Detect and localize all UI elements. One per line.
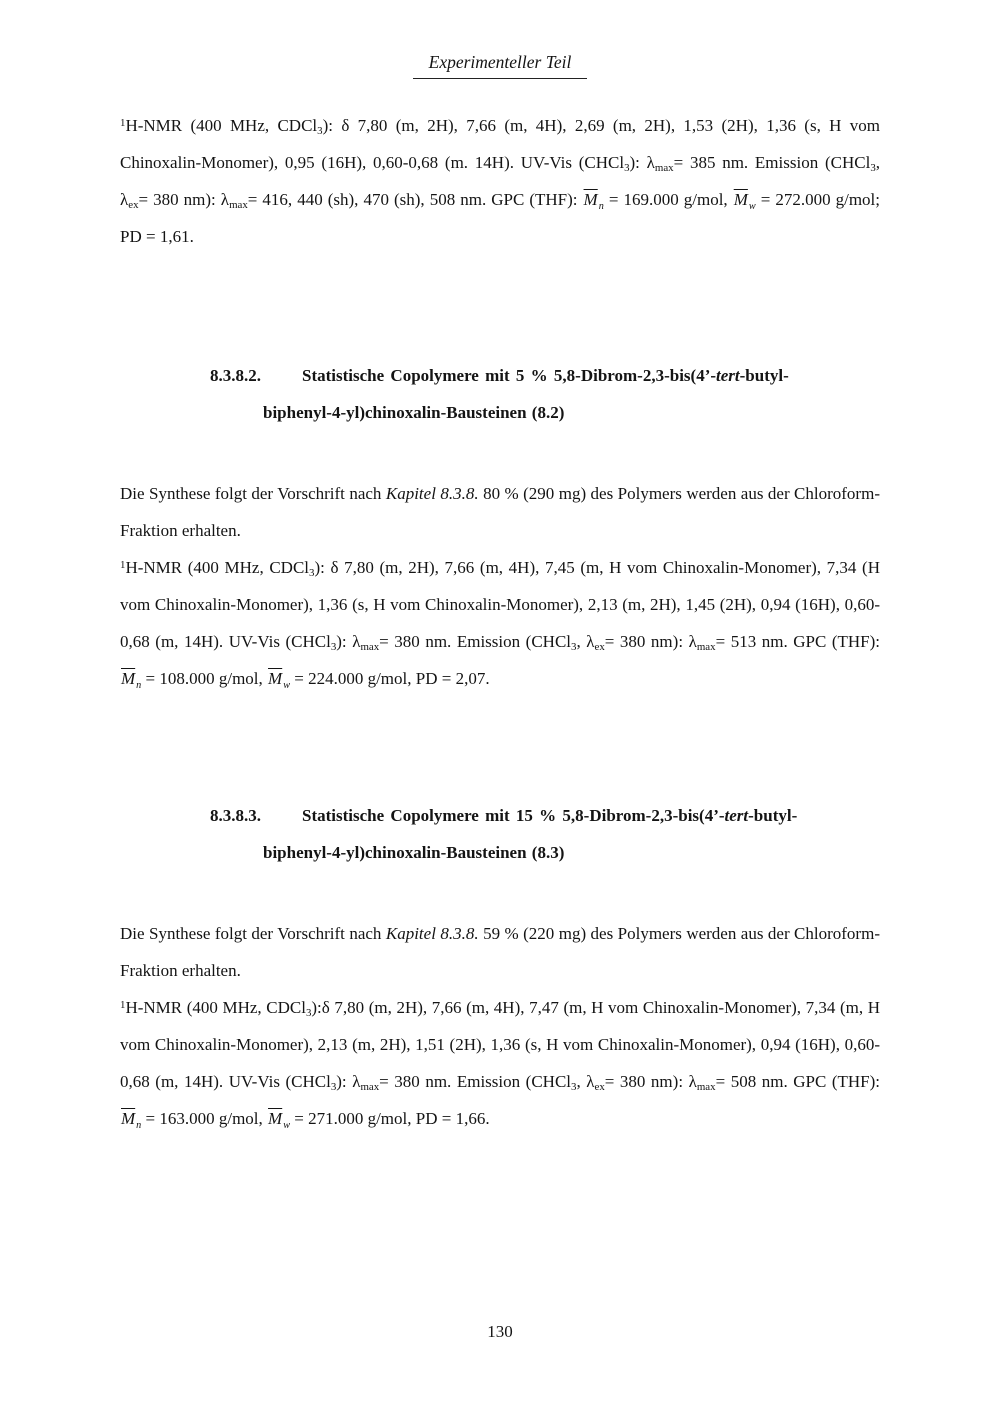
running-header [120, 52, 880, 79]
synthesis-paragraph-8-3: Die Synthese folgt der Vorschrift nach Kapitel 8.3.8. 59 % (220 mg) des Polymers werden aus der Chloroform-Fraktion erhalten. [120, 924, 880, 980]
section-number: 8.3.8.2. [210, 366, 261, 385]
section-heading-8-3-8-2 [210, 357, 880, 431]
section-title-part-2: biphenyl-4-yl)chinoxalin-Bausteinen (8.2) [263, 403, 565, 422]
nmr-paragraph-8-3: $^1$H-NMR (400 MHz, CDCl3):δ 7,80 (m, 2H), 7,66 (m, 4H), 7,47 (m, H vom Chinoxalin-Monomer), 7,34 (m, H vom Chinoxalin-Monomer), 2,13 (m, 2H), 1,51 (2H), 1,36 (s, H vom Chinoxalin-Monomer), 0,94 (16H), 0,60-0,68 (m, 14H). UV-Vis (CHCl3): λmax= 380 nm. Emission (CHCl3, λex= 380 nm): λmax= 508 nm. GPC (THF): $\overline{M}_n = 163.000$ g/mol, $\overline{M}_w = 271.000$ g/mol, PD = 1,66. [120, 998, 881, 1131]
running-header-title: Experimenteller Teil [413, 52, 588, 79]
synthesis-paragraph-8-2: Die Synthese folgt der Vorschrift nach Kapitel 8.3.8. 80 % (290 mg) des Polymers werden aus der Chloroform-Fraktion erhalten. [120, 484, 880, 540]
nmr-paragraph-1: $^1$H-NMR (400 MHz, CDCl3): δ 7,80 (m, 2H), 7,66 (m, 4H), 2,69 (m, 2H), 1,53 (2H), 1,36 (s, H vom Chinoxalin-Monomer), 0,95 (16H), 0,60-0,68 (m. 14H). UV-Vis (CHCl3): λmax= 385 nm. Emission (CHCl3, λex= 380 nm): λmax= 416, 440 (sh), 470 (sh), 508 nm. GPC (THF): $\overline{M}_n = 169.000$ g/mol, $\overline{M}_w = 272.000$ g/mol; PD = 1,61. [120, 116, 881, 246]
section-title-part-2: biphenyl-4-yl)chinoxalin-Bausteinen (8.3) [263, 843, 565, 862]
nmr-paragraph-8-2: $^1$H-NMR (400 MHz, CDCl3): δ 7,80 (m, 2H), 7,66 (m, 4H), 7,45 (m, H vom Chinoxalin-Monomer), 7,34 (H vom Chinoxalin-Monomer), 1,36 (s, H vom Chinoxalin-Monomer), 2,13 (m, 2H), 1,45 (2H), 0,94 (16H), 0,60-0,68 (m, 14H). UV-Vis (CHCl3): λmax= 380 nm. Emission (CHCl3, λex= 380 nm): λmax= 513 nm. GPC (THF): $\overline{M}_n = 108.000$ g/mol, $\overline{M}_w = 224.000$ g/mol, PD = 2,07. [120, 558, 881, 691]
section-title-part-1: Statistische Copolymere mit 15 % 5,8-Dibrom-2,3-bis(4’-tert-butyl- [302, 806, 798, 825]
section-heading-line-1 [210, 797, 880, 834]
section-title-part-1: Statistische Copolymere mit 5 % 5,8-Dibrom-2,3-bis(4’-tert-butyl- [302, 366, 789, 385]
page-number: 130 [487, 1322, 513, 1341]
section-heading-8-3-8-3 [210, 797, 880, 871]
section-heading-line-1 [210, 357, 880, 394]
section-number: 8.3.8.3. [210, 806, 261, 825]
